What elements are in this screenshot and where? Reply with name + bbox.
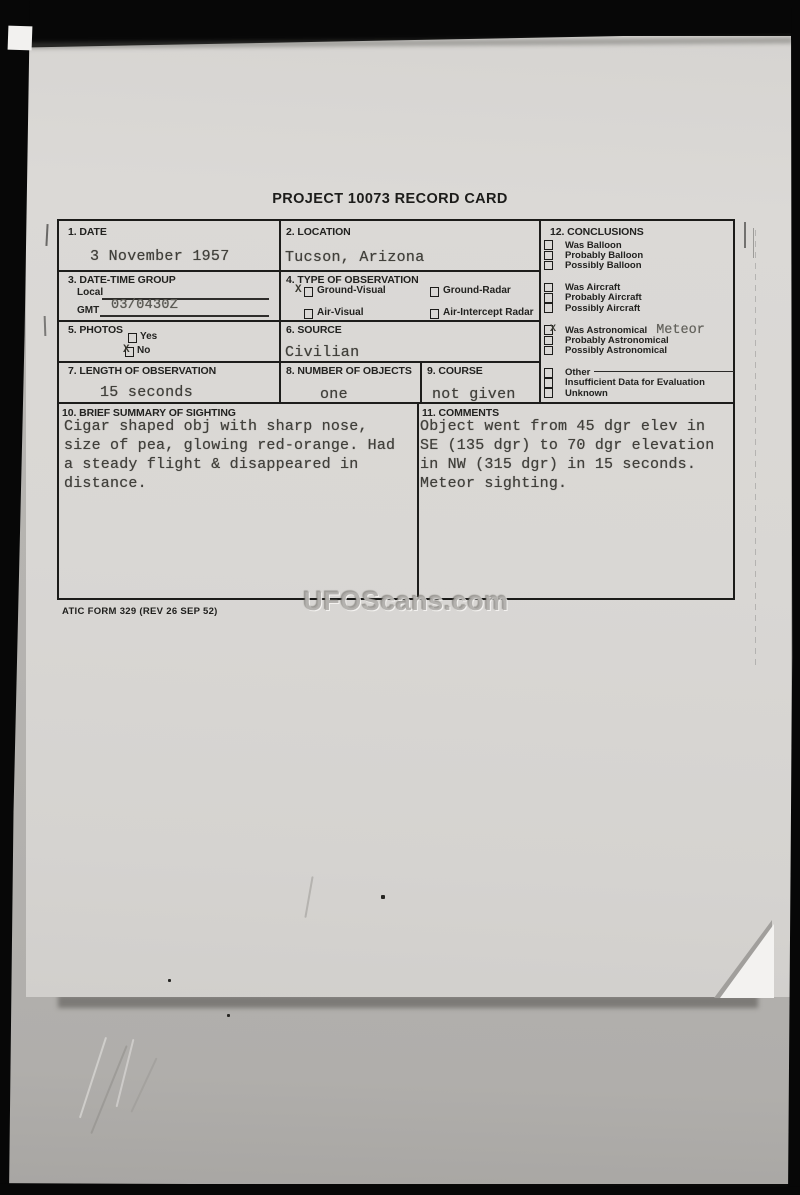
brief-summary-label: 10. BRIEF SUMMARY OF SIGHTING bbox=[62, 407, 236, 419]
local-label: Local bbox=[77, 287, 104, 298]
checkbox bbox=[544, 336, 553, 346]
course-value: not given bbox=[432, 386, 516, 403]
air-intercept-radar-label: Air-Intercept Radar bbox=[443, 307, 534, 318]
conclusion-item-label: Probably Astronomical bbox=[565, 334, 669, 346]
conclusion-item bbox=[542, 240, 736, 250]
conclusion-item-label: Possibly Aircraft bbox=[565, 302, 641, 314]
conclusion-item-label: Possibly Balloon bbox=[565, 259, 642, 271]
date-time-group-label: 3. DATE-TIME GROUP bbox=[68, 274, 176, 286]
comments-line: Object went from 45 dgr elev in bbox=[420, 418, 706, 435]
photos-no-label: No bbox=[137, 345, 151, 356]
checkbox bbox=[544, 303, 553, 313]
brief-summary-text bbox=[64, 417, 395, 493]
watermark: UFOScans.com bbox=[303, 586, 509, 616]
type-of-observation-label: 4. TYPE OF OBSERVATION bbox=[286, 274, 419, 286]
photos-yes-label: Yes bbox=[140, 331, 158, 342]
comments-line: in NW (315 dgr) in 15 seconds. bbox=[420, 456, 697, 473]
checkbox bbox=[544, 240, 553, 250]
checkmark: X bbox=[550, 324, 557, 336]
ground-radar-label: Ground-Radar bbox=[443, 285, 511, 296]
page-title: PROJECT 10073 RECORD CARD bbox=[272, 191, 508, 207]
comments-text bbox=[420, 417, 714, 493]
astronomical-note: Meteor bbox=[656, 322, 705, 338]
pen-mark bbox=[753, 228, 754, 258]
checkbox bbox=[544, 346, 553, 356]
air-intercept-radar-checkbox bbox=[430, 309, 439, 319]
conclusions-list bbox=[542, 240, 736, 398]
conclusion-item bbox=[542, 346, 736, 356]
conclusion-item bbox=[542, 293, 736, 303]
table-line bbox=[417, 402, 419, 598]
conclusions-label: 12. CONCLUSIONS bbox=[550, 226, 644, 238]
number-of-objects-label: 8. NUMBER OF OBJECTS bbox=[286, 365, 412, 377]
paper-crease bbox=[755, 230, 756, 666]
conclusion-item-label: Was Astronomical bbox=[565, 324, 648, 336]
dust-speck bbox=[381, 895, 385, 899]
table-line bbox=[59, 361, 539, 363]
location-label: 2. LOCATION bbox=[286, 226, 351, 238]
course-label: 9. COURSE bbox=[427, 365, 483, 377]
pen-mark bbox=[45, 224, 48, 246]
summary-line: distance. bbox=[64, 475, 147, 492]
conclusion-item-label: Unknown bbox=[565, 387, 608, 399]
photos-label: 5. PHOTOS bbox=[68, 324, 123, 336]
date-label: 1. DATE bbox=[68, 226, 107, 238]
ground-visual-checkbox bbox=[304, 287, 313, 297]
gmt-value: 03/0430Z bbox=[111, 298, 179, 313]
ground-visual-label: Ground-Visual bbox=[317, 285, 386, 296]
checkbox bbox=[544, 378, 553, 388]
checkbox bbox=[544, 388, 553, 398]
conclusion-item bbox=[542, 335, 736, 345]
summary-line: size of pea, glowing red-orange. Had bbox=[64, 437, 396, 454]
conclusion-item-label: Possibly Astronomical bbox=[565, 345, 668, 357]
air-visual-checkbox bbox=[304, 309, 313, 319]
table-line bbox=[420, 361, 422, 402]
photos-yes-checkbox bbox=[128, 333, 137, 343]
comments-label: 11. COMMENTS bbox=[422, 407, 499, 419]
conclusion-item bbox=[542, 322, 736, 338]
length-of-observation-label: 7. LENGTH OF OBSERVATION bbox=[68, 365, 217, 377]
checkbox bbox=[544, 261, 553, 271]
form-number: ATIC FORM 329 (REV 26 SEP 52) bbox=[62, 606, 218, 617]
conclusion-item-label: Insufficient Data for Evaluation bbox=[565, 377, 705, 389]
gmt-underline bbox=[100, 315, 269, 317]
table-line bbox=[59, 320, 539, 322]
comments-line: Meteor sighting. bbox=[420, 475, 568, 492]
location-value: Tucson, Arizona bbox=[285, 249, 425, 266]
checkbox bbox=[544, 293, 553, 303]
source-value: Civilian bbox=[285, 344, 360, 361]
pen-mark bbox=[744, 222, 746, 248]
length-of-observation-value: 15 seconds bbox=[100, 384, 194, 401]
record-card-paper bbox=[26, 36, 791, 997]
gmt-label: GMT bbox=[77, 305, 100, 316]
conclusion-item bbox=[542, 260, 736, 270]
number-of-objects-value: one bbox=[320, 386, 348, 403]
ground-visual-checkmark: X bbox=[295, 284, 302, 296]
table-line bbox=[59, 270, 539, 272]
table-line bbox=[539, 221, 541, 402]
other-underline bbox=[594, 371, 734, 372]
air-visual-label: Air-Visual bbox=[317, 307, 364, 318]
pen-mark bbox=[44, 316, 47, 336]
source-label: 6. SOURCE bbox=[286, 324, 342, 336]
comments-line: SE (135 dgr) to 70 dgr elevation bbox=[420, 437, 715, 454]
checkbox bbox=[544, 368, 553, 378]
table-line bbox=[59, 402, 733, 404]
conclusion-item-label: Probably Balloon bbox=[565, 249, 644, 261]
photos-no-checkmark: X bbox=[123, 344, 130, 356]
conclusion-item bbox=[542, 250, 736, 260]
conclusion-item bbox=[542, 303, 736, 313]
conclusion-item bbox=[542, 368, 736, 378]
table-line bbox=[279, 221, 281, 402]
ground-radar-checkbox bbox=[430, 287, 439, 297]
conclusion-item bbox=[542, 283, 736, 293]
summary-line: a steady flight & disappeared in bbox=[64, 456, 359, 473]
conclusion-item-label: Was Aircraft bbox=[565, 282, 621, 294]
conclusion-item-label: Probably Aircraft bbox=[565, 292, 642, 304]
summary-line: Cigar shaped obj with sharp nose, bbox=[64, 418, 368, 435]
dust-speck bbox=[168, 979, 171, 982]
checkbox bbox=[544, 251, 553, 261]
conclusion-item-label: Was Balloon bbox=[565, 239, 622, 251]
date-value: 3 November 1957 bbox=[90, 248, 230, 265]
scratch-mark bbox=[304, 876, 313, 918]
record-card-table bbox=[57, 219, 735, 600]
corner-patch bbox=[8, 26, 33, 51]
dust-speck bbox=[227, 1014, 230, 1017]
conclusion-item bbox=[542, 378, 736, 388]
conclusion-item-label: Other bbox=[565, 367, 591, 379]
conclusion-item bbox=[542, 388, 736, 398]
checkbox bbox=[544, 283, 553, 293]
